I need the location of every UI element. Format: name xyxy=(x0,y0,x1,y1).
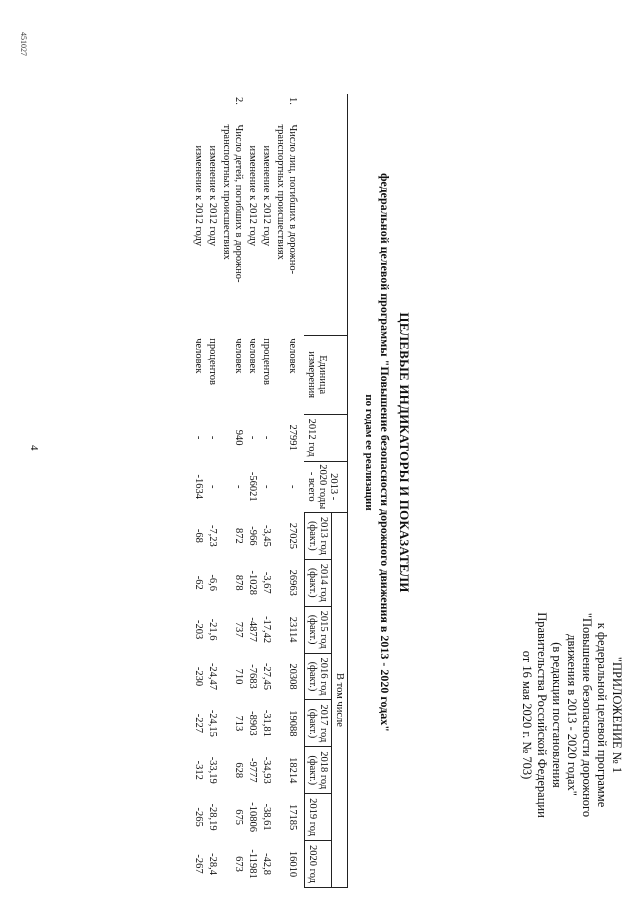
cell-2017: -31,81 xyxy=(261,709,273,737)
cell-2014: 878 xyxy=(233,574,245,591)
cell-2014: -62 xyxy=(193,575,205,590)
document-subtitle-2: по годам ее реализации xyxy=(363,394,375,511)
cell-2016: -7683 xyxy=(247,664,259,689)
document-subtitle: федеральной целевой программы "Повышение безопасности дорожного движения в 2013 - 2020 годах" xyxy=(378,173,392,732)
cell-2017: 19088 xyxy=(287,710,298,737)
cell-2017: -24,15 xyxy=(207,709,219,737)
cell-2016: -230 xyxy=(193,666,205,687)
cell-2013: 27025 xyxy=(287,522,298,549)
cell-total: -56021 xyxy=(247,471,259,502)
row-number: 1. xyxy=(287,97,299,105)
row-unit: человек xyxy=(233,338,245,374)
table-row xyxy=(260,94,274,888)
cell-2016: -27,45 xyxy=(261,662,273,691)
header-2019: 2019 год xyxy=(305,794,332,841)
header-2018: 2018 год (факт.) xyxy=(305,747,332,794)
row-name: изменение к 2012 году xyxy=(261,145,273,247)
cell-2012: - xyxy=(207,435,219,440)
appendix-line: движения в 2013 - 2020 годах" xyxy=(565,634,579,796)
cell-2020: -267 xyxy=(193,854,205,874)
cell-2019: 675 xyxy=(233,809,245,825)
cell-2013: -68 xyxy=(193,528,205,543)
row-unit: человек xyxy=(287,338,299,374)
header-unit: Единица измерения xyxy=(305,335,348,414)
row-number: 2. xyxy=(233,97,245,105)
row-number xyxy=(260,94,274,121)
header-indicator xyxy=(305,94,348,335)
cell-total: - xyxy=(287,484,299,489)
cell-2012: - xyxy=(261,435,273,440)
cell-2018: -33,19 xyxy=(207,756,219,784)
row-name: Число лиц, погибших в дорожно-транспортных происшествиях xyxy=(275,124,299,275)
cell-2014: 26963 xyxy=(287,569,298,596)
cell-2020: 16010 xyxy=(287,850,298,878)
cell-2013: 872 xyxy=(233,528,245,544)
cell-2016: 20308 xyxy=(287,663,298,690)
cell-2020: -42,8 xyxy=(261,853,273,875)
row-number xyxy=(206,94,220,121)
cell-2019: -265 xyxy=(193,807,205,827)
cell-2013: -966 xyxy=(247,526,259,546)
cell-2015: 23114 xyxy=(287,616,298,643)
cell-2015: -21,6 xyxy=(207,618,219,641)
appendix-line: "ПРИЛОЖЕНИЕ № 1 xyxy=(610,656,624,774)
table-row xyxy=(274,94,305,888)
cell-2018: -312 xyxy=(193,760,205,780)
cell-2020: -11981 xyxy=(247,849,259,879)
table-row xyxy=(192,94,206,888)
header-2020: 2020 год xyxy=(305,841,332,888)
row-name: Число детей, погибших в дорожно-транспортных происшествиях xyxy=(221,124,245,283)
cell-total: -1634 xyxy=(193,474,205,499)
title-block xyxy=(363,0,412,905)
cell-total: - xyxy=(207,484,219,489)
cell-2012: 27991 xyxy=(287,424,299,451)
table-row xyxy=(246,94,260,888)
cell-2015: -203 xyxy=(193,620,205,640)
cell-2017: 713 xyxy=(233,715,245,732)
appendix-line: (в редакции постановления xyxy=(550,642,564,788)
cell-2019: -10806 xyxy=(247,802,259,832)
table-row xyxy=(220,94,246,888)
cell-2018: -34,93 xyxy=(261,756,273,784)
appendix-line: "Повышение безопасности дорожного xyxy=(580,612,594,818)
cell-2016: -24,47 xyxy=(207,662,219,691)
cell-2020: 673 xyxy=(233,856,245,872)
cell-2015: -17,42 xyxy=(261,616,273,644)
header-total: 2013 - 2020 годы - всего xyxy=(305,461,348,512)
cell-2013: -7,23 xyxy=(207,524,219,547)
table-row xyxy=(206,94,220,888)
cell-2012: - xyxy=(247,435,259,440)
row-number xyxy=(192,94,206,121)
row-name: изменение к 2012 году xyxy=(247,145,259,247)
header-incl: В том числе xyxy=(332,512,348,887)
header-2014: 2014 год (факт.) xyxy=(305,559,332,606)
cell-2017: -8903 xyxy=(247,711,259,736)
appendix-line: Правительства Российской Федерации xyxy=(535,612,549,818)
header-2015: 2015 год (факт.) xyxy=(305,606,332,653)
row-name: изменение к 2012 году xyxy=(193,145,205,247)
cell-2016: 710 xyxy=(233,668,245,685)
cell-2019: -38,61 xyxy=(261,803,273,831)
row-unit: человек xyxy=(193,338,205,374)
row-number xyxy=(246,94,260,121)
appendix-line: к федеральной целевой программе xyxy=(595,622,609,808)
cell-2014: -6,6 xyxy=(207,574,219,592)
cell-2020: -28,4 xyxy=(207,853,219,875)
cell-2017: -227 xyxy=(193,713,205,733)
cell-2018: -9777 xyxy=(247,758,259,783)
header-2012: 2012 год xyxy=(305,414,348,461)
cell-2014: -3,67 xyxy=(261,571,273,594)
cell-2014: -1028 xyxy=(247,570,259,595)
header-2017: 2017 год (факт.) xyxy=(305,700,332,747)
row-unit: процентов xyxy=(207,338,219,385)
cell-2015: 737 xyxy=(233,621,245,638)
page-number: 4 xyxy=(28,445,40,451)
row-unit: процентов xyxy=(261,338,273,385)
appendix-line: от 16 мая 2020 г. № 703) xyxy=(520,650,534,780)
cell-2012: 940 xyxy=(233,429,245,446)
cell-2013: -3,45 xyxy=(261,524,273,547)
cell-2015: -4877 xyxy=(247,617,259,642)
cell-2018: 628 xyxy=(233,762,245,779)
row-name: изменение к 2012 году xyxy=(207,145,219,247)
row-unit: человек xyxy=(247,338,259,374)
header-2013: 2013 год (факт.) xyxy=(305,512,332,559)
cell-2019: -28,19 xyxy=(207,803,219,831)
cell-2018: 18214 xyxy=(287,757,298,784)
cell-2012: - xyxy=(193,435,205,440)
document-code: 451027 xyxy=(19,32,28,56)
cell-2019: 17185 xyxy=(287,804,298,831)
cell-total: - xyxy=(261,484,273,489)
cell-total: - xyxy=(233,484,245,489)
indicators-table xyxy=(192,94,349,888)
document-title: ЦЕЛЕВЫЕ ИНДИКАТОРЫ И ПОКАЗАТЕЛИ xyxy=(397,312,412,593)
header-2016: 2016 год (факт.) xyxy=(305,653,332,700)
appendix-header xyxy=(519,565,624,865)
